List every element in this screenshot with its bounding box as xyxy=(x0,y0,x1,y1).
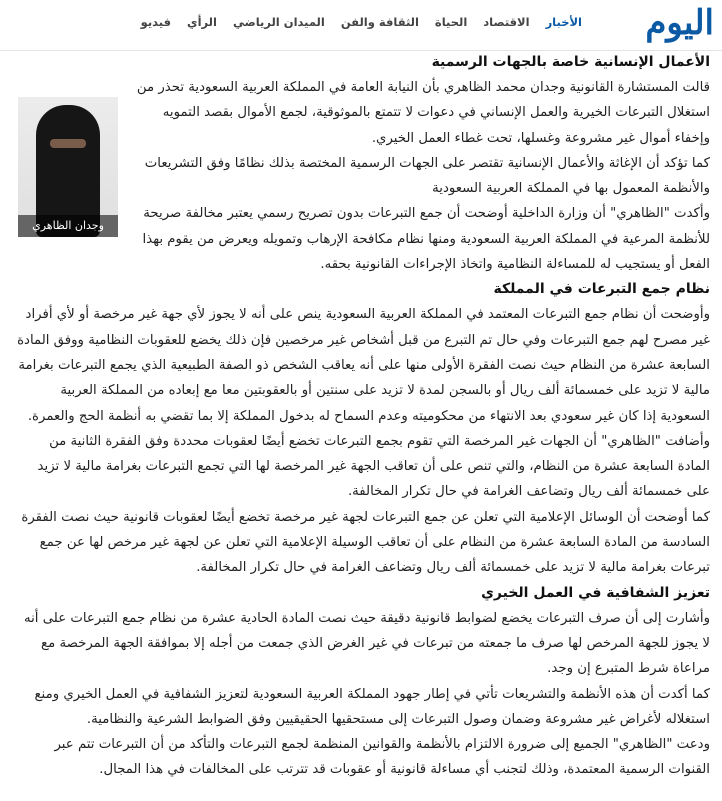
nav-item-news[interactable]: الأخبار xyxy=(545,15,582,29)
nav-item-sports[interactable]: الميدان الرياضي xyxy=(232,15,325,29)
author-photo xyxy=(18,97,118,237)
paragraph-6: كما أوضحت أن الوسائل الإعلامية التي تعلن عن جمع التبرعات لجهة غير مرخصة تخضع أيضًا لعقوبات قانونية حيث نصت الفقرة السادسة من المادة السابعة عشرة من النظام على أن تعاقب الوسيلة الإعلامية التي تعلن عن لجهة غير مرخص لها عن جمع تبرعات بغرامة مالية لا تزيد على خمسمائة ألف ريال وتضاعف الغرامة في حال تكرار المخالفة. xyxy=(21,509,710,576)
paragraph-2: كما تؤكد أن الإغاثة والأعمال الإنسانية تقتصر على الجهات الرسمية المختصة بذلك نظامًا وفق التشريعات والأنظمة المعمول بها في المملكة العربية السعودية xyxy=(144,155,710,197)
section-heading-donation-system: نظام جمع التبرعات في المملكة xyxy=(493,281,710,298)
paragraph-7: وأشارت إلى أن صرف التبرعات يخضع لضوابط قانونية دقيقة حيث نصت المادة الحادية عشرة من نظام جمع التبرعات على أنه لا يجوز للجهة المرخص لها صرف ما جمعته من تبرعات في غير الغرض الذي جمعت من أجله إلا بموافقة الجهة المرخصة مع مراعاة شرط المتبرع إن وجد. xyxy=(23,610,710,677)
site-header xyxy=(0,0,722,51)
section-heading-transparency: تعزيز الشفافية في العمل الخيري xyxy=(481,584,710,601)
nav-item-life[interactable]: الحياة xyxy=(434,15,468,29)
paragraph-1: قالت المستشارة القانونية وجدان محمد الظاهري بأن النيابة العامة في المملكة العربية السعودية تحذر من استغلال التبرعات الخيرية والعمل الإنساني في دعوات لا تتمتع بالموثوقية، لجمع الأموال بقصد التمويه وإخفاء أموال غير مشروعة وغسلها، تحت غطاء العمل الخيري. xyxy=(136,80,710,146)
main-nav xyxy=(141,15,582,29)
paragraph-8: كما أكدت أن هذه الأنظمة والتشريعات تأتي في إطار جهود المملكة العربية السعودية لتعزيز الشفافية في العمل الخيري ومنع استغلاله لأغراض غير مشروعة وضمان وصول التبرعات إلى مستحقيها الحقيقيين وفق الضوابط الشرعية والنظامية. xyxy=(34,686,710,727)
article-body xyxy=(14,50,710,783)
paragraph-4: وأوضحت أن نظام جمع التبرعات المعتمد في المملكة العربية السعودية ينص على أنه لا يجوز لأي جهة غير مرخصة أو لأي أفراد غير مصرح لهم جمع التبرعات وفي حال تم التبرع من قبل أشخاص غير مرخصين فإن ذلك يخضع للعقوبات النظامية ووفق المادة السابعة عشرة من النظام حيث نصت الفقرة الأولى منها على أنه يعاقب الشخص ذو الصفة الطبيعية الذي يجمع التبرعات بغرامة مالية لا تزيد على خمسمائة ألف ريال أو بالسجن لمدة لا تزيد على سنتين أو بالعقوبتين معا مع إبعاده من المملكة العربية السعودية إذا كان غير سعودي بعد الانتهاء من محكوميته وعدم السماح له بدخول المملكة إلا بما تقضي به أنظمة الحج والعمرة. xyxy=(17,307,710,424)
paragraph-5: وأضافت "الظاهري" أن الجهات غير المرخصة التي تقوم بجمع التبرعات تخضع أيضًا لعقوبات محددة وفق الفقرة الثانية من المادة السابعة عشرة من النظام، والتي تنص على أن تعاقب الجهة غير المرخصة لها التي تجمع التبرعات بغرامة مالية لا تزيد على خمسمائة ألف ريال وتضاعف الغرامة في حال تكرار المخالفة. xyxy=(37,433,710,500)
photo-eyes xyxy=(50,139,86,148)
paragraph-9: ودعت "الظاهري" الجميع إلى ضرورة الالتزام بالأنظمة والقوانين المنظمة لجمع التبرعات والتأكد من أن التبرعات تتم عبر القنوات الرسمية المعتمدة، وذلك لتجنب أي مساءلة قانونية أو عقوبات قد تترتب على المخالفات في هذا المجال. xyxy=(54,737,710,778)
paragraph-3: وأكدت "الظاهري" أن وزارة الداخلية أوضحت أن جمع التبرعات بدون تصريح رسمي يعتبر مخالفة صريحة للأنظمة المرعية في المملكة العربية السعودية ومنها نظام مكافحة الإرهاب وتمويله ويعرض من يقوم بهذا الفعل أو يستجيب له للمساءلة النظامية واتخاذ الإجراءات القانونية بحقه. xyxy=(142,206,710,273)
nav-item-opinion[interactable]: الرأي xyxy=(187,15,217,29)
nav-item-video[interactable]: فيديو xyxy=(140,15,172,29)
section-heading-humanitarian: الأعمال الإنسانية خاصة بالجهات الرسمية xyxy=(431,54,710,70)
nav-item-economy[interactable]: الاقتصاد xyxy=(483,15,530,29)
photo-caption: وجدان الظاهري xyxy=(18,215,118,237)
nav-item-culture[interactable]: الثقافة والفن xyxy=(340,15,419,29)
site-logo[interactable]: اليوم xyxy=(645,3,714,43)
